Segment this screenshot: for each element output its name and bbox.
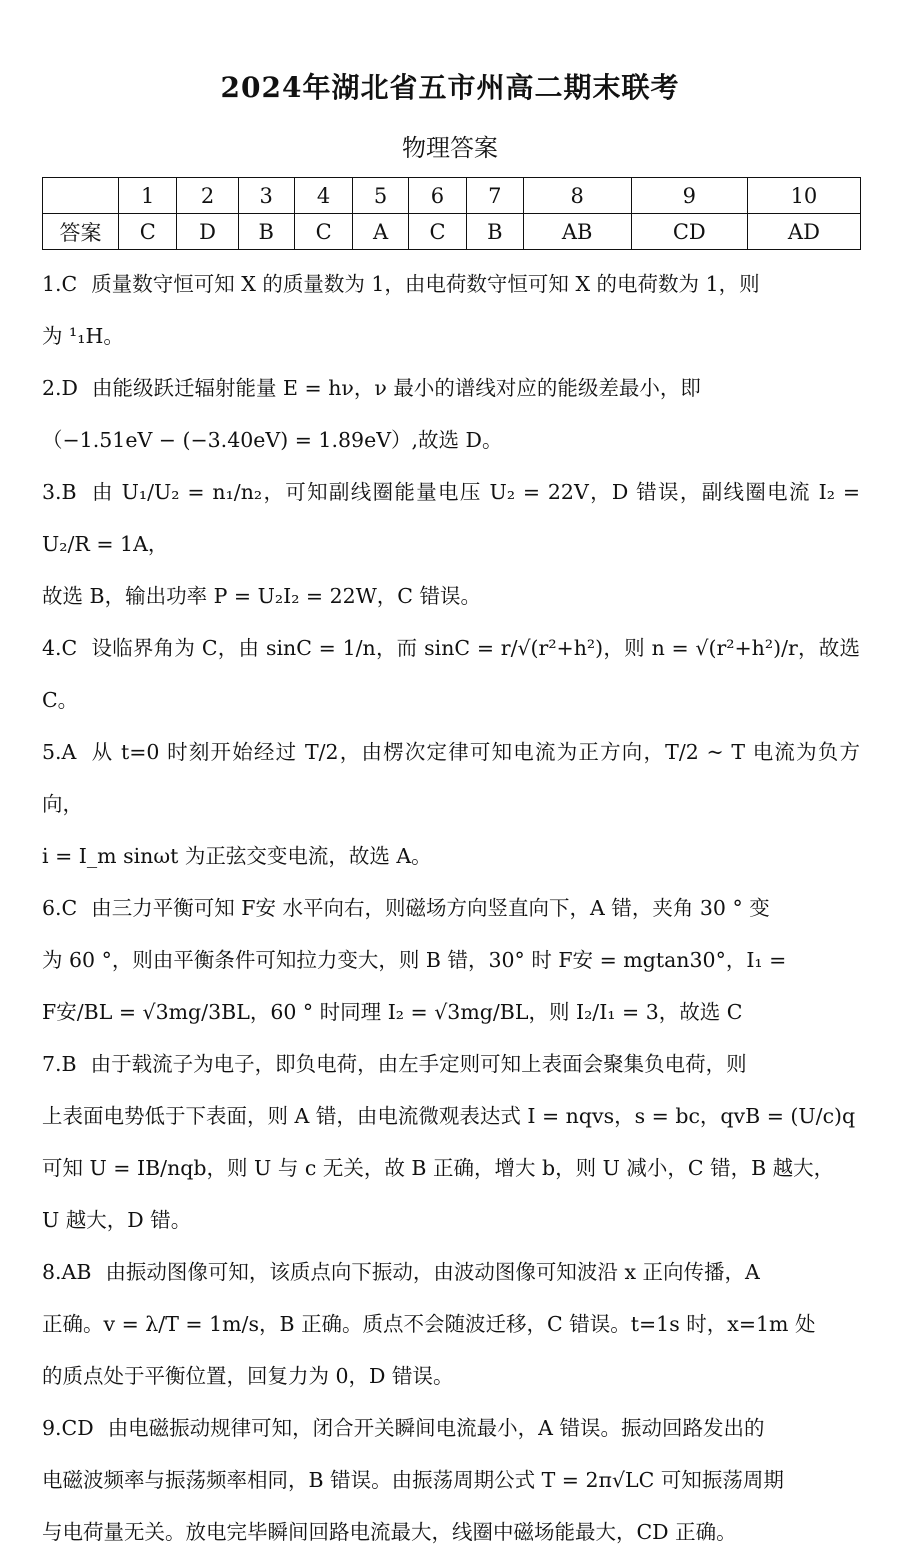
solution-line: [42, 1246, 860, 1298]
answer-table-header-row: [43, 178, 861, 214]
solution-line: [42, 258, 860, 310]
question-number-cell: 7: [467, 178, 523, 214]
solution-number: 9.CD: [42, 1416, 94, 1440]
solution-text: 质量数守恒可知 X 的质量数为 1，由电荷数守恒可知 X 的电荷数为 1，则: [91, 272, 760, 296]
solution-line: [42, 362, 860, 414]
solution-line: 故选 B，输出功率 P = U₂I₂ = 22W，C 错误。: [42, 584, 481, 608]
solution-text: 由能级跃迁辐射能量 E = hν，ν 最小的谱线对应的能级差最小，即: [92, 376, 701, 400]
solution-item: [42, 726, 860, 882]
solution-item: [42, 258, 860, 362]
solution-line: 与电荷量无关。放电完毕瞬间回路电流最大，线圈中磁场能最大，CD 正确。: [42, 1520, 737, 1544]
solution-number: 4.C: [42, 636, 78, 660]
solution-number: 5.A: [42, 740, 77, 764]
solutions-list: [42, 258, 860, 1558]
solution-line: 电磁波频率与振荡频率相同，B 错误。由振荡周期公式 T = 2π√LC 可知振荡周期: [42, 1468, 784, 1492]
solution-line: 可知 U = IB/nqb，则 U 与 c 无关，故 B 正确，增大 b，则 U 减小，C 错，B 越大，: [42, 1156, 835, 1180]
question-number-cell: 9: [631, 178, 747, 214]
solution-item: [42, 882, 860, 1038]
solution-item: [42, 1246, 860, 1402]
solution-line: 正确。v = λ/T = 1m/s，B 正确。质点不会随波迁移，C 错误。t=1s 时，x=1m 处: [42, 1312, 816, 1336]
answer-table-answer-row: [43, 214, 861, 250]
solution-number: 7.B: [42, 1052, 77, 1076]
solution-number: 3.B: [42, 480, 77, 504]
solution-line: [42, 882, 860, 934]
answer-table: [42, 177, 861, 250]
solution-line: 的质点处于平衡位置，回复力为 0，D 错误。: [42, 1364, 454, 1388]
question-number-cell: 5: [353, 178, 408, 214]
solution-line: 为 60 °，则由平衡条件可知拉力变大，则 B 错，30° 时 F安 = mgtan30°，I₁ =: [42, 948, 787, 972]
solution-line: F安/BL = √3mg/3BL，60 ° 时同理 I₂ = √3mg/BL，则 I₂/I₁ = 3，故选 C: [42, 1000, 743, 1024]
answer-cell: C: [294, 214, 352, 250]
solution-number: 2.D: [42, 376, 78, 400]
answer-cell: C: [408, 214, 466, 250]
answer-cell: CD: [631, 214, 747, 250]
solution-text: 从 t=0 时刻开始经过 T/2，由楞次定律可知电流为正方向，T/2 ~ T 电流为负方向，: [42, 740, 860, 816]
question-number-cell: 2: [177, 178, 238, 214]
answer-cell: AD: [747, 214, 860, 250]
solution-line: i = I_m sinωt 为正弦交变电流，故选 A。: [42, 844, 432, 868]
question-number-cell: 8: [523, 178, 631, 214]
solution-text: 由三力平衡可知 F安 水平向右，则磁场方向竖直向下，A 错，夹角 30 ° 变: [91, 896, 770, 920]
answer-row-label: 答案: [43, 214, 119, 250]
solution-number: 6.C: [42, 896, 78, 920]
solution-line: 为 ¹₁H。: [42, 324, 124, 348]
solution-text: 设临界角为 C，由 sinC = 1/n，而 sinC = r/√(r²+h²)，则 n = √(r²+h²)/r，故选 C。: [42, 636, 860, 712]
question-number-cell: 6: [408, 178, 466, 214]
question-number-cell: 10: [747, 178, 860, 214]
answer-cell: AB: [523, 214, 631, 250]
answer-cell: D: [177, 214, 238, 250]
solution-number: 8.AB: [42, 1260, 92, 1284]
question-number-cell: 4: [294, 178, 352, 214]
solution-line: [42, 466, 860, 570]
solution-line: （−1.51eV − (−3.40eV) = 1.89eV）,故选 D。: [42, 428, 503, 452]
answer-cell: B: [238, 214, 294, 250]
answer-cell: A: [353, 214, 408, 250]
question-number-cell: 1: [119, 178, 177, 214]
question-number-cell: 3: [238, 178, 294, 214]
solution-text: 由 U₁/U₂ = n₁/n₂，可知副线圈能量电压 U₂ = 22V，D 错误，副线圈电流 I₂ = U₂/R = 1A，: [42, 480, 860, 556]
page-title: 2024年湖北省五市州高二期末联考: [220, 71, 680, 104]
solution-item: [42, 1038, 860, 1246]
solution-line: U 越大，D 错。: [42, 1208, 192, 1232]
page-subtitle: 物理答案: [402, 134, 498, 162]
solution-line: [42, 726, 860, 830]
answer-table-corner-cell: [43, 178, 119, 214]
answer-cell: B: [467, 214, 523, 250]
answer-cell: C: [119, 214, 177, 250]
solution-number: 1.C: [42, 272, 78, 296]
solution-item: [42, 362, 860, 466]
solution-line: [42, 1402, 860, 1454]
solution-item: [42, 466, 860, 622]
solution-text: 由振动图像可知，该质点向下振动，由波动图像可知波沿 x 正向传播，A: [105, 1260, 760, 1284]
solution-text: 由电磁振动规律可知，闭合开关瞬间电流最小，A 错误。振动回路发出的: [107, 1416, 765, 1440]
solution-item: [42, 622, 860, 726]
solution-line: [42, 622, 860, 726]
solution-line: 上表面电势低于下表面，则 A 错，由电流微观表达式 I = nqvs，s = bc，qvB = (U/c)q: [42, 1104, 856, 1128]
solution-text: 由于载流子为电子，即负电荷，由左手定则可知上表面会聚集负电荷，则: [90, 1052, 747, 1076]
solution-item: [42, 1402, 860, 1558]
solution-line: [42, 1038, 860, 1090]
